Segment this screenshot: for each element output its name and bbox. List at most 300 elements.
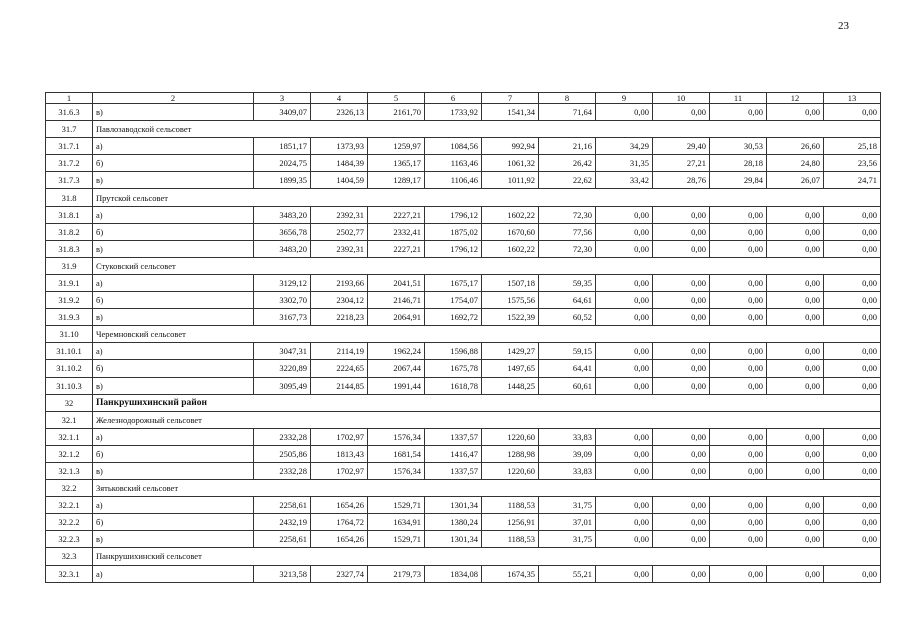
value-cell: 2067,44 (368, 360, 425, 377)
value-cell: 3167,73 (254, 309, 311, 326)
row-code: 32.1.2 (46, 445, 93, 462)
value-cell: 2332,41 (368, 223, 425, 240)
value-cell: 1188,53 (482, 531, 539, 548)
value-cell: 0,00 (596, 343, 653, 360)
value-cell: 1618,78 (425, 377, 482, 394)
value-cell: 64,41 (539, 360, 596, 377)
value-cell: 72,30 (539, 240, 596, 257)
value-cell: 0,00 (596, 104, 653, 121)
value-cell: 0,00 (824, 565, 881, 582)
value-cell: 31,75 (539, 497, 596, 514)
variant-label: а) (93, 206, 254, 223)
section-code: 31.9 (46, 257, 93, 274)
value-cell: 0,00 (824, 223, 881, 240)
section-row (46, 257, 881, 274)
value-cell: 25,18 (824, 138, 881, 155)
value-cell: 0,00 (767, 428, 824, 445)
value-cell: 1596,88 (425, 343, 482, 360)
value-cell: 0,00 (710, 274, 767, 291)
section-title: Стуковский сельсовет (93, 257, 881, 274)
row-code: 31.6.3 (46, 104, 93, 121)
variant-label: б) (93, 292, 254, 309)
row-code: 31.10.3 (46, 377, 93, 394)
section-code: 32.1 (46, 411, 93, 428)
value-cell: 0,00 (824, 377, 881, 394)
value-cell: 0,00 (710, 462, 767, 479)
value-cell: 0,00 (596, 497, 653, 514)
value-cell: 30,53 (710, 138, 767, 155)
value-cell: 59,15 (539, 343, 596, 360)
value-cell: 1529,71 (368, 497, 425, 514)
column-header: 2 (93, 93, 254, 104)
value-cell: 1813,43 (311, 445, 368, 462)
value-cell: 1754,07 (425, 292, 482, 309)
value-cell: 1380,24 (425, 514, 482, 531)
value-cell: 1796,12 (425, 206, 482, 223)
value-cell: 0,00 (596, 292, 653, 309)
value-cell: 24,80 (767, 155, 824, 172)
value-cell: 0,00 (596, 309, 653, 326)
variant-label: б) (93, 155, 254, 172)
value-cell: 0,00 (767, 292, 824, 309)
row-code: 31.9.1 (46, 274, 93, 291)
table-row (46, 462, 881, 479)
column-header: 6 (425, 93, 482, 104)
value-cell: 0,00 (596, 360, 653, 377)
value-cell: 0,00 (767, 531, 824, 548)
value-cell: 0,00 (653, 223, 710, 240)
row-code: 31.10.2 (46, 360, 93, 377)
table-row (46, 223, 881, 240)
table-row (46, 514, 881, 531)
value-cell: 0,00 (824, 206, 881, 223)
row-code: 31.9.2 (46, 292, 93, 309)
value-cell: 1337,57 (425, 462, 482, 479)
value-cell: 33,42 (596, 172, 653, 189)
variant-label: в) (93, 309, 254, 326)
value-cell: 0,00 (710, 343, 767, 360)
value-cell: 71,64 (539, 104, 596, 121)
value-cell: 0,00 (596, 377, 653, 394)
value-cell: 1288,98 (482, 445, 539, 462)
value-cell: 0,00 (653, 462, 710, 479)
value-cell: 0,00 (596, 565, 653, 582)
value-cell: 2064,91 (368, 309, 425, 326)
row-code: 32.3.1 (46, 565, 93, 582)
row-code: 32.2.3 (46, 531, 93, 548)
value-cell: 0,00 (596, 514, 653, 531)
value-cell: 60,61 (539, 377, 596, 394)
value-cell: 1602,22 (482, 240, 539, 257)
value-cell: 0,00 (653, 104, 710, 121)
section-title: Черемновский сельсовет (93, 326, 881, 343)
section-title: Павлозаводской сельсовет (93, 121, 881, 138)
section-row (46, 189, 881, 206)
value-cell: 1834,08 (425, 565, 482, 582)
value-cell: 0,00 (653, 497, 710, 514)
row-code: 31.9.3 (46, 309, 93, 326)
variant-label: а) (93, 343, 254, 360)
value-cell: 33,83 (539, 462, 596, 479)
section-title: Прутской сельсовет (93, 189, 881, 206)
value-cell: 1576,34 (368, 428, 425, 445)
section-code: 31.8 (46, 189, 93, 206)
row-code: 31.7.3 (46, 172, 93, 189)
table-row (46, 206, 881, 223)
district-code: 32 (46, 394, 93, 411)
section-title: Зятьковский сельсовет (93, 480, 881, 497)
value-cell: 2502,77 (311, 223, 368, 240)
section-title: Железнодорожный сельсовет (93, 411, 881, 428)
value-cell: 1541,34 (482, 104, 539, 121)
value-cell: 0,00 (710, 565, 767, 582)
value-cell: 1654,26 (311, 497, 368, 514)
value-cell: 26,42 (539, 155, 596, 172)
value-cell: 2161,70 (368, 104, 425, 121)
column-header: 10 (653, 93, 710, 104)
section-row (46, 326, 881, 343)
value-cell: 0,00 (596, 274, 653, 291)
column-header: 13 (824, 93, 881, 104)
value-cell: 2304,12 (311, 292, 368, 309)
value-cell: 0,00 (710, 514, 767, 531)
value-cell: 2179,73 (368, 565, 425, 582)
value-cell: 1259,97 (368, 138, 425, 155)
value-cell: 2114,19 (311, 343, 368, 360)
value-cell: 0,00 (767, 206, 824, 223)
section-row (46, 480, 881, 497)
value-cell: 3129,12 (254, 274, 311, 291)
value-cell: 0,00 (767, 343, 824, 360)
value-cell: 2332,28 (254, 428, 311, 445)
value-cell: 1634,91 (368, 514, 425, 531)
table-row (46, 104, 881, 121)
table-row (46, 240, 881, 257)
variant-label: в) (93, 531, 254, 548)
value-cell: 0,00 (710, 531, 767, 548)
value-cell: 1575,56 (482, 292, 539, 309)
value-cell: 2041,51 (368, 274, 425, 291)
value-cell: 2326,13 (311, 104, 368, 121)
value-cell: 0,00 (710, 223, 767, 240)
section-code: 32.3 (46, 548, 93, 565)
value-cell: 3047,31 (254, 343, 311, 360)
value-cell: 0,00 (824, 462, 881, 479)
variant-label: а) (93, 497, 254, 514)
table-row (46, 377, 881, 394)
page-number: 23 (838, 20, 849, 32)
variant-label: в) (93, 172, 254, 189)
value-cell: 3220,89 (254, 360, 311, 377)
value-cell: 31,35 (596, 155, 653, 172)
value-cell: 2224,65 (311, 360, 368, 377)
section-row (46, 121, 881, 138)
value-cell: 0,00 (596, 206, 653, 223)
value-cell: 1796,12 (425, 240, 482, 257)
value-cell: 2432,19 (254, 514, 311, 531)
row-code: 31.7.2 (46, 155, 93, 172)
value-cell: 0,00 (767, 497, 824, 514)
value-cell: 1681,54 (368, 445, 425, 462)
value-cell: 0,00 (653, 377, 710, 394)
value-cell: 1875,02 (425, 223, 482, 240)
value-cell: 1522,39 (482, 309, 539, 326)
value-cell: 1163,46 (425, 155, 482, 172)
value-cell: 3095,49 (254, 377, 311, 394)
value-cell: 1497,65 (482, 360, 539, 377)
column-header: 3 (254, 93, 311, 104)
value-cell: 2024,75 (254, 155, 311, 172)
column-header: 12 (767, 93, 824, 104)
section-code: 31.7 (46, 121, 93, 138)
column-header: 9 (596, 93, 653, 104)
value-cell: 1991,44 (368, 377, 425, 394)
value-cell: 0,00 (653, 292, 710, 309)
value-cell: 1764,72 (311, 514, 368, 531)
value-cell: 2227,21 (368, 206, 425, 223)
table-row (46, 497, 881, 514)
value-cell: 0,00 (824, 445, 881, 462)
value-cell: 3302,70 (254, 292, 311, 309)
column-header: 5 (368, 93, 425, 104)
value-cell: 2505,86 (254, 445, 311, 462)
district-title: Панкрушихинский район (93, 394, 881, 411)
value-cell: 23,56 (824, 155, 881, 172)
section-code: 31.10 (46, 326, 93, 343)
value-cell: 2327,74 (311, 565, 368, 582)
row-code: 31.8.2 (46, 223, 93, 240)
value-cell: 0,00 (767, 223, 824, 240)
value-cell: 0,00 (710, 292, 767, 309)
value-cell: 28,18 (710, 155, 767, 172)
value-cell: 0,00 (824, 240, 881, 257)
value-cell: 2258,61 (254, 531, 311, 548)
section-row (46, 411, 881, 428)
value-cell: 1702,97 (311, 428, 368, 445)
value-cell: 26,07 (767, 172, 824, 189)
value-cell: 1373,93 (311, 138, 368, 155)
value-cell: 1529,71 (368, 531, 425, 548)
table-row (46, 172, 881, 189)
variant-label: б) (93, 514, 254, 531)
value-cell: 0,00 (824, 497, 881, 514)
value-cell: 0,00 (596, 428, 653, 445)
value-cell: 37,01 (539, 514, 596, 531)
value-cell: 0,00 (824, 309, 881, 326)
value-cell: 1301,34 (425, 497, 482, 514)
value-cell: 1851,17 (254, 138, 311, 155)
value-cell: 2146,71 (368, 292, 425, 309)
value-cell: 1692,72 (425, 309, 482, 326)
value-cell: 1220,60 (482, 428, 539, 445)
value-cell: 24,71 (824, 172, 881, 189)
value-cell: 1507,18 (482, 274, 539, 291)
value-cell: 31,75 (539, 531, 596, 548)
value-cell: 3656,78 (254, 223, 311, 240)
value-cell: 1365,17 (368, 155, 425, 172)
value-cell: 0,00 (710, 360, 767, 377)
value-cell: 0,00 (653, 445, 710, 462)
value-cell: 1301,34 (425, 531, 482, 548)
table-row (46, 155, 881, 172)
row-code: 32.1.1 (46, 428, 93, 445)
value-cell: 2392,31 (311, 206, 368, 223)
row-code: 31.8.1 (46, 206, 93, 223)
variant-label: а) (93, 138, 254, 155)
section-code: 32.2 (46, 480, 93, 497)
value-cell: 0,00 (767, 360, 824, 377)
value-cell: 1256,91 (482, 514, 539, 531)
value-cell: 3483,20 (254, 240, 311, 257)
variant-label: а) (93, 274, 254, 291)
column-header: 8 (539, 93, 596, 104)
value-cell: 1188,53 (482, 497, 539, 514)
value-cell: 0,00 (653, 274, 710, 291)
row-code: 31.8.3 (46, 240, 93, 257)
column-header: 11 (710, 93, 767, 104)
variant-label: б) (93, 445, 254, 462)
value-cell: 0,00 (653, 531, 710, 548)
value-cell: 0,00 (653, 428, 710, 445)
value-cell: 39,09 (539, 445, 596, 462)
variant-label: б) (93, 223, 254, 240)
value-cell: 1576,34 (368, 462, 425, 479)
variant-label: в) (93, 240, 254, 257)
variant-label: в) (93, 104, 254, 121)
value-cell: 55,21 (539, 565, 596, 582)
value-cell: 1337,57 (425, 428, 482, 445)
value-cell: 0,00 (596, 531, 653, 548)
value-cell: 0,00 (653, 360, 710, 377)
value-cell: 0,00 (767, 377, 824, 394)
value-cell: 0,00 (596, 240, 653, 257)
row-code: 32.2.1 (46, 497, 93, 514)
value-cell: 0,00 (824, 360, 881, 377)
value-cell: 1962,24 (368, 343, 425, 360)
table-row (46, 274, 881, 291)
value-cell: 0,00 (653, 240, 710, 257)
table-row (46, 565, 881, 582)
value-cell: 1602,22 (482, 206, 539, 223)
value-cell: 33,83 (539, 428, 596, 445)
section-title: Панкрушихинский сельсовет (93, 548, 881, 565)
value-cell: 0,00 (824, 292, 881, 309)
value-cell: 0,00 (767, 462, 824, 479)
row-code: 32.2.2 (46, 514, 93, 531)
row-code: 31.10.1 (46, 343, 93, 360)
value-cell: 1416,47 (425, 445, 482, 462)
value-cell: 0,00 (767, 514, 824, 531)
value-cell: 1675,78 (425, 360, 482, 377)
value-cell: 0,00 (710, 445, 767, 462)
row-code: 31.7.1 (46, 138, 93, 155)
variant-label: а) (93, 565, 254, 582)
value-cell: 1404,59 (311, 172, 368, 189)
value-cell: 0,00 (767, 240, 824, 257)
variant-label: в) (93, 377, 254, 394)
table-row (46, 428, 881, 445)
value-cell: 2392,31 (311, 240, 368, 257)
value-cell: 0,00 (824, 104, 881, 121)
value-cell: 0,00 (710, 377, 767, 394)
district-row (46, 394, 881, 411)
value-cell: 1484,39 (311, 155, 368, 172)
value-cell: 0,00 (824, 343, 881, 360)
value-cell: 1733,92 (425, 104, 482, 121)
table-row (46, 360, 881, 377)
variant-label: в) (93, 462, 254, 479)
value-cell: 0,00 (767, 445, 824, 462)
value-cell: 1654,26 (311, 531, 368, 548)
value-cell: 0,00 (653, 309, 710, 326)
value-cell: 2218,23 (311, 309, 368, 326)
value-cell: 1289,17 (368, 172, 425, 189)
value-cell: 992,94 (482, 138, 539, 155)
value-cell: 59,35 (539, 274, 596, 291)
value-cell: 26,60 (767, 138, 824, 155)
value-cell: 0,00 (710, 309, 767, 326)
table-row (46, 445, 881, 462)
value-cell: 22,62 (539, 172, 596, 189)
variant-label: б) (93, 360, 254, 377)
value-cell: 1448,25 (482, 377, 539, 394)
table-row (46, 343, 881, 360)
table-row (46, 309, 881, 326)
value-cell: 1899,35 (254, 172, 311, 189)
value-cell: 1675,17 (425, 274, 482, 291)
value-cell: 0,00 (710, 104, 767, 121)
value-cell: 0,00 (653, 514, 710, 531)
variant-label: а) (93, 428, 254, 445)
value-cell: 3213,58 (254, 565, 311, 582)
table-row (46, 138, 881, 155)
value-cell: 0,00 (653, 343, 710, 360)
value-cell: 0,00 (767, 104, 824, 121)
value-cell: 60,52 (539, 309, 596, 326)
value-cell: 3483,20 (254, 206, 311, 223)
section-row (46, 548, 881, 565)
value-cell: 72,30 (539, 206, 596, 223)
value-cell: 3409,07 (254, 104, 311, 121)
value-cell: 1702,97 (311, 462, 368, 479)
value-cell: 21,16 (539, 138, 596, 155)
table-header-row (46, 93, 881, 104)
value-cell: 0,00 (596, 462, 653, 479)
value-cell: 0,00 (824, 274, 881, 291)
value-cell: 1670,60 (482, 223, 539, 240)
table-row (46, 292, 881, 309)
value-cell: 0,00 (710, 497, 767, 514)
value-cell: 1084,56 (425, 138, 482, 155)
value-cell: 27,21 (653, 155, 710, 172)
row-code: 32.1.3 (46, 462, 93, 479)
column-header: 4 (311, 93, 368, 104)
value-cell: 1429,27 (482, 343, 539, 360)
value-cell: 0,00 (824, 531, 881, 548)
value-cell: 2258,61 (254, 497, 311, 514)
value-cell: 2144,85 (311, 377, 368, 394)
value-cell: 29,84 (710, 172, 767, 189)
value-cell: 1106,46 (425, 172, 482, 189)
value-cell: 0,00 (710, 240, 767, 257)
value-cell: 77,56 (539, 223, 596, 240)
table-row (46, 531, 881, 548)
value-cell: 2332,28 (254, 462, 311, 479)
value-cell: 0,00 (653, 206, 710, 223)
value-cell: 2227,21 (368, 240, 425, 257)
value-cell: 0,00 (710, 428, 767, 445)
value-cell: 0,00 (824, 514, 881, 531)
